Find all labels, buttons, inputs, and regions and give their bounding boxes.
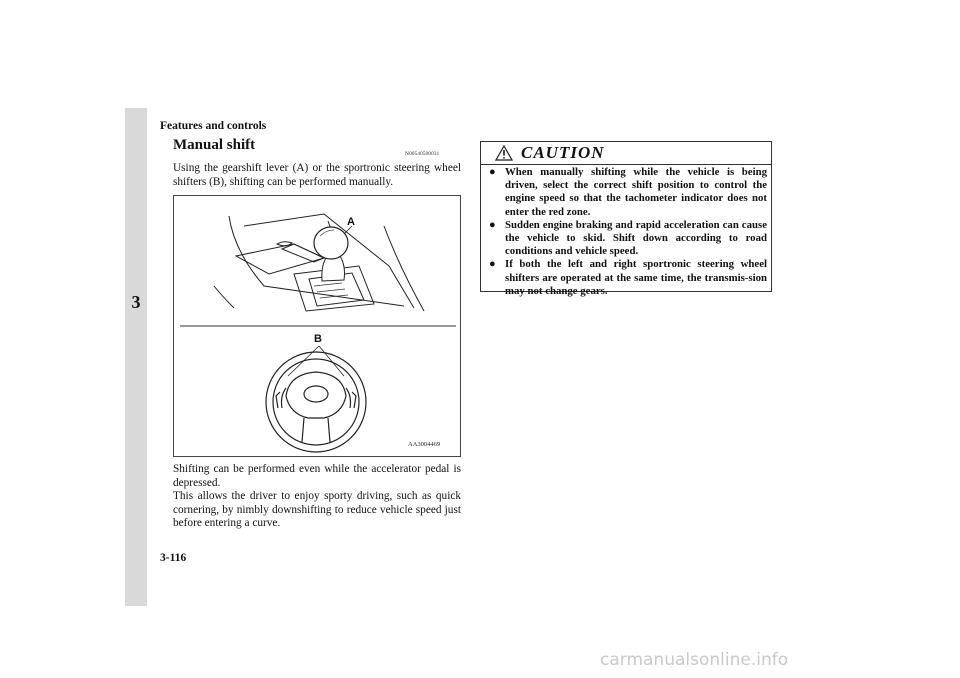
chapter-number: 3 [131,292,141,312]
shift-illustration [174,196,461,457]
caution-text: When manually shifting while the vehicle is being driven, select the correct shift position to control the engine speed so that the tachometer indicator does not enter the red zone. [505,166,767,218]
caution-item [489,166,767,219]
caution-text: If both the left and right sportronic steering wheel shifters are operated at the same time, the transmis-sion may not change gears. [505,258,767,297]
manual-shift-figure [173,195,461,457]
bullet-icon: ● [489,166,496,178]
caution-box [480,141,772,297]
caution-header [481,142,771,165]
running-head: Features and controls [160,120,267,132]
reference-code: N00540500031 [405,151,440,157]
caution-list [489,166,767,298]
body-paragraph-2: This allows the driver to enjoy sporty driving, such as quick cornering, by nimbly downshifting to reduce vehicle speed just before entering a curve. [173,490,461,529]
label-a: A [347,216,355,228]
intro-paragraph: Using the gearshift lever (A) or the sportronic steering wheel shifters (B), shifting can be performed manually. [173,162,461,188]
figure-id: AA3004469 [408,441,441,448]
caution-title: CAUTION [521,143,605,162]
chapter-tab [125,108,147,606]
caution-item [489,219,767,259]
caution-text: Sudden engine braking and rapid acceleration can cause the vehicle to skid. Shift down according to road conditions and vehicle speed. [505,218,767,258]
bullet-icon: ● [489,258,496,271]
page-number: 3-116 [160,552,187,564]
section-title: Manual shift [173,137,256,153]
bullet-icon: ● [489,218,496,231]
warning-triangle-icon [495,145,513,161]
body-paragraph-1: Shifting can be performed even while the accelerator pedal is depressed. [173,463,461,489]
watermark: carmanualsonline.info [600,650,789,670]
caution-item [489,258,767,298]
label-b: B [314,333,322,345]
